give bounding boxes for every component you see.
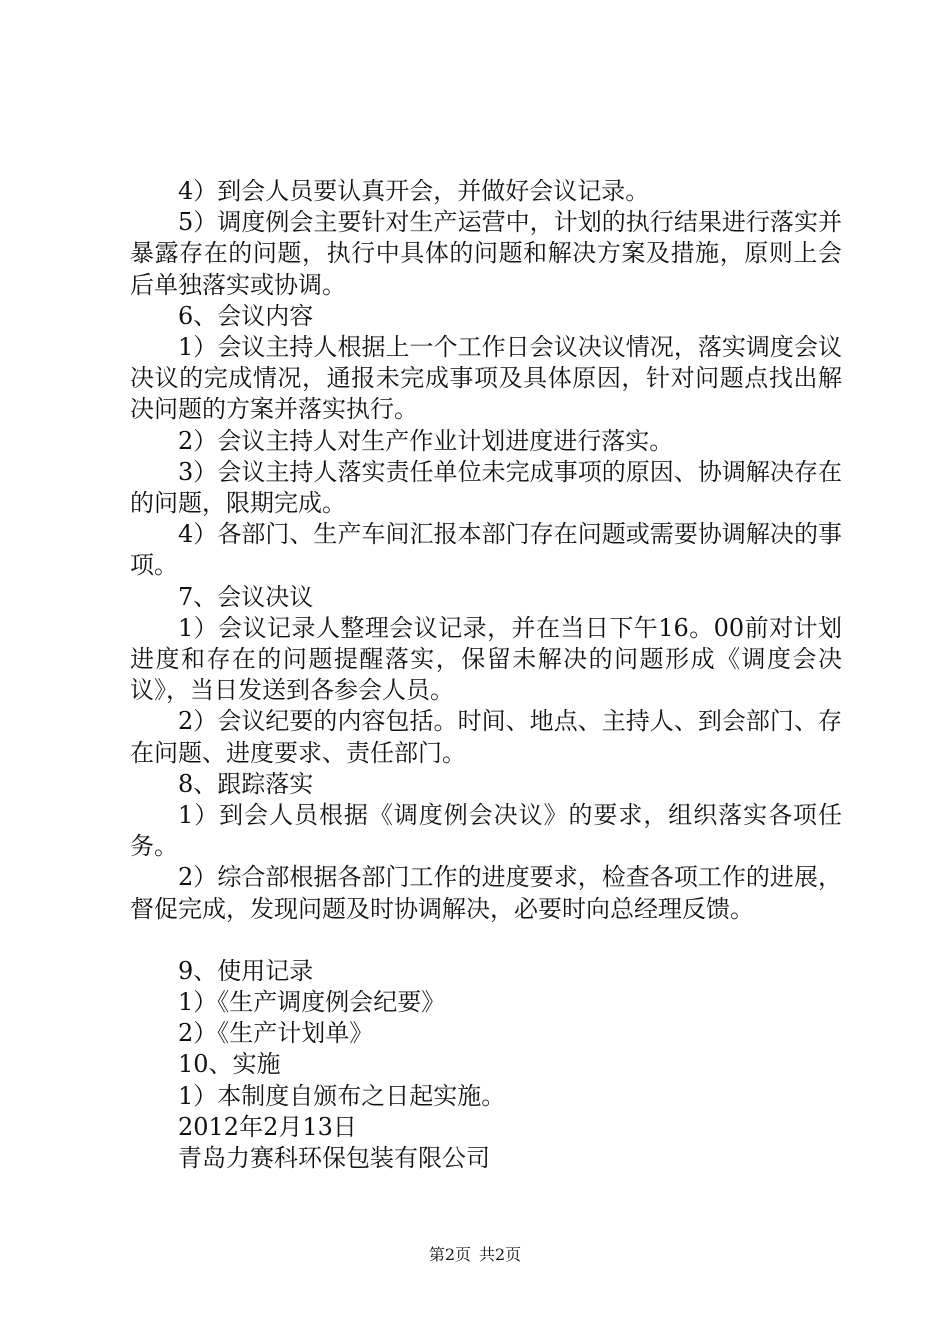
- section-heading: 8、跟踪落实: [178, 769, 314, 798]
- paragraph: 2）会议纪要的内容包括。时间、地点、主持人、到会部门、存在问题、进度要求、责任部门。: [130, 707, 842, 767]
- paragraph: 1）会议主持人根据上一个工作日会议决议情况，落实调度会议决议的完成情况，通报未完成事项及具体原因，针对问题点找出解决问题的方案并落实执行。: [130, 333, 842, 424]
- paragraph: 1）会议记录人整理会议记录，并在当日下午16。00前对计划进度和存在的问题提醒落实，保留未解决的问题形成《调度会决议》，当日发送到各参会人员。: [130, 613, 842, 705]
- paragraph: 1）《生产调度例会纪要》: [178, 988, 446, 1017]
- paragraph: 1）本制度自颁布之日起实施。: [178, 1081, 506, 1110]
- section-heading: 7、会议决议: [178, 582, 314, 611]
- document-date: 2012年2月13日: [178, 1112, 357, 1141]
- paragraph: 5）调度例会主要针对生产运营中，计划的执行结果进行落实并暴露存在的问题，执行中具体的问题和解决方案及措施，原则上会后单独落实或协调。: [130, 208, 842, 299]
- section-heading: 9、使用记录: [178, 956, 314, 985]
- section-heading: 10、实施: [178, 1050, 281, 1079]
- company-name: 青岛力赛科环保包装有限公司: [178, 1144, 490, 1173]
- document-body: [130, 176, 842, 1174]
- paragraph: 2）《生产计划单》: [178, 1019, 374, 1048]
- page-footer: [0, 1245, 950, 1265]
- paragraph: 2）综合部根据各部门工作的进度要求，检查各项工作的进展，督促完成，发现问题及时协调解决，必要时向总经理反馈。: [130, 863, 842, 923]
- section-heading: 6、会议内容: [178, 301, 314, 330]
- paragraph: 1）到会人员根据《调度例会决议》的要求，组织落实各项任务。: [130, 801, 842, 861]
- page-total: 共2页: [479, 1245, 522, 1264]
- paragraph: 3）会议主持人落实责任单位未完成事项的原因、协调解决存在的问题，限期完成。: [130, 457, 842, 518]
- paragraph: 2）会议主持人对生产作业计划进度进行落实。: [178, 426, 674, 455]
- paragraph: 4）到会人员要认真开会，并做好会议记录。: [178, 177, 650, 205]
- paragraph: 4）各部门、生产车间汇报本部门存在问题或需要协调解决的事项。: [130, 520, 842, 580]
- page-number: 第2页: [428, 1245, 471, 1264]
